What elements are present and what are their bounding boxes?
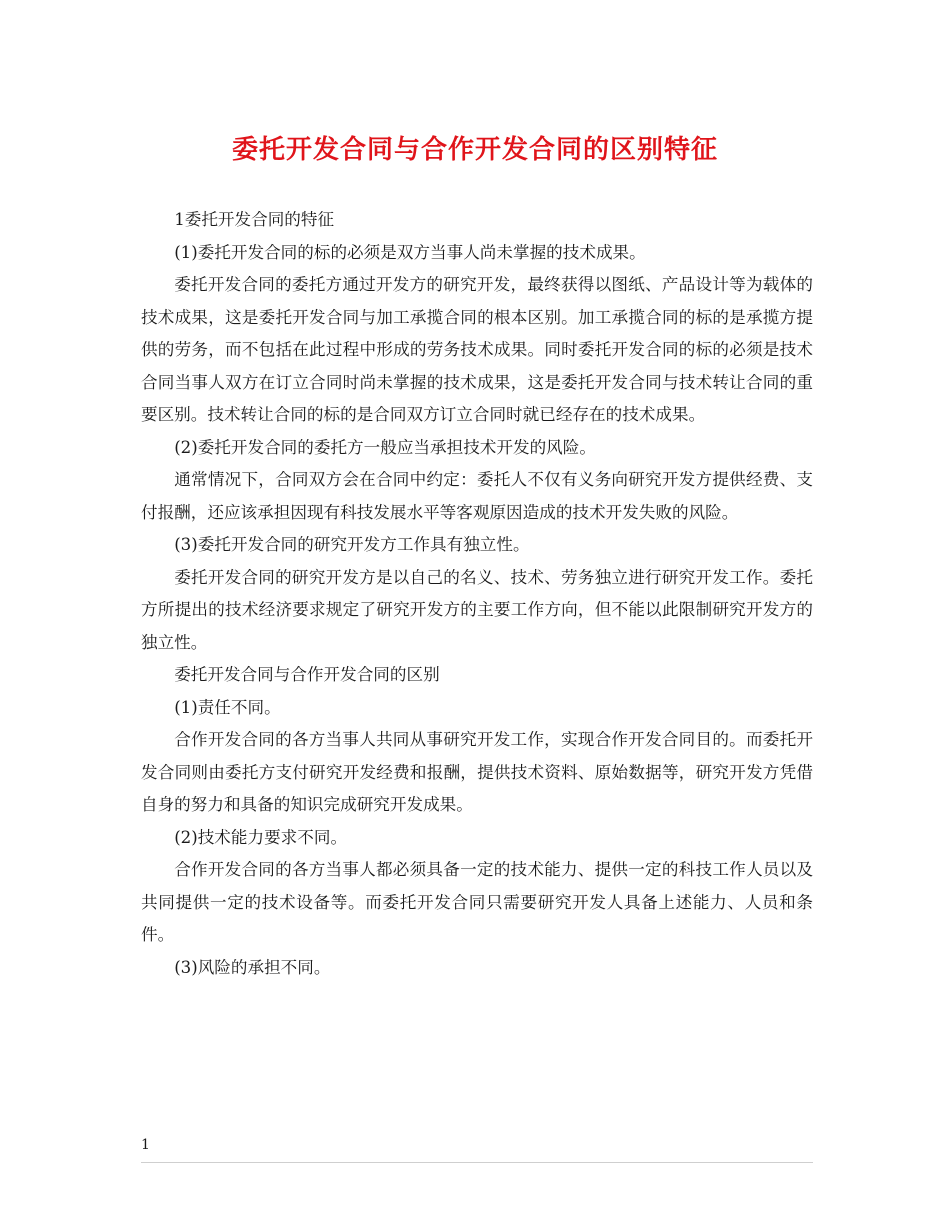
point-heading-1: (1)委托开发合同的标的必须是双方当事人尚未掌握的技术成果。 <box>174 242 646 262</box>
difference-heading-2: (2)技术能力要求不同。 <box>174 827 348 847</box>
paragraph-2: 通常情况下，合同双方会在合同中约定：委托人不仅有义务向研究开发方提供经费、支付报酬，还应该承担因现有科技发展水平等客观原因造成的技术开发失败的风险。 <box>141 470 813 522</box>
document-title: 委托开发合同与合作开发合同的区别特征 <box>231 135 718 165</box>
point-heading-3: (3)委托开发合同的研究开发方工作具有独立性。 <box>174 535 530 554</box>
document-body <box>141 204 813 984</box>
page-number: 1 <box>141 1137 150 1153</box>
paragraph-5: 合作开发合同的各方当事人都必须具备一定的技术能力、提供一定的科技工作人员以及共同提供一定的技术设备等。而委托开发合同只需要研究开发人具备上述能力、人员和条件。 <box>141 860 813 944</box>
difference-heading-3: (3)风险的承担不同。 <box>174 957 331 977</box>
paragraph-3: 委托开发合同的研究开发方是以自己的名义、技术、劳务独立进行研究开发工作。委托方所提出的技术经济要求规定了研究开发方的主要工作方向，但不能以此限制研究开发方的独立性。 <box>141 567 813 652</box>
paragraph-1: 委托开发合同的委托方通过开发方的研究开发，最终获得以图纸、产品设计等为载体的技术成果，这是委托开发合同与加工承揽合同的根本区别。加工承揽合同的标的是承揽方提供的劳务，而不包括在此过程中形成的劳务技术成果。同时委托开发合同的标的必须是技术合同当事人双方在订立合同时尚未掌握的技术成果，这是委托开发合同与技术转让合同的重要区别。技术转让合同的标的是合同双方订立合同时就已经存在的技术成果。 <box>141 275 813 424</box>
footer-divider <box>141 1162 813 1163</box>
paragraph-4: 合作开发合同的各方当事人共同从事研究开发工作，实现合作开发合同目的。而委托开发合同则由委托方支付研究开发经费和报酬，提供技术资料、原始数据等，研究开发方凭借自身的努力和具备的知识完成研究开发成果。 <box>141 730 813 814</box>
section-heading-1: 1委托开发合同的特征 <box>174 210 335 229</box>
point-heading-2: (2)委托开发合同的委托方一般应当承担技术开发的风险。 <box>174 437 596 457</box>
section-heading-2: 委托开发合同与合作开发合同的区别 <box>174 665 440 684</box>
difference-heading-1: (1)责任不同。 <box>174 697 281 717</box>
